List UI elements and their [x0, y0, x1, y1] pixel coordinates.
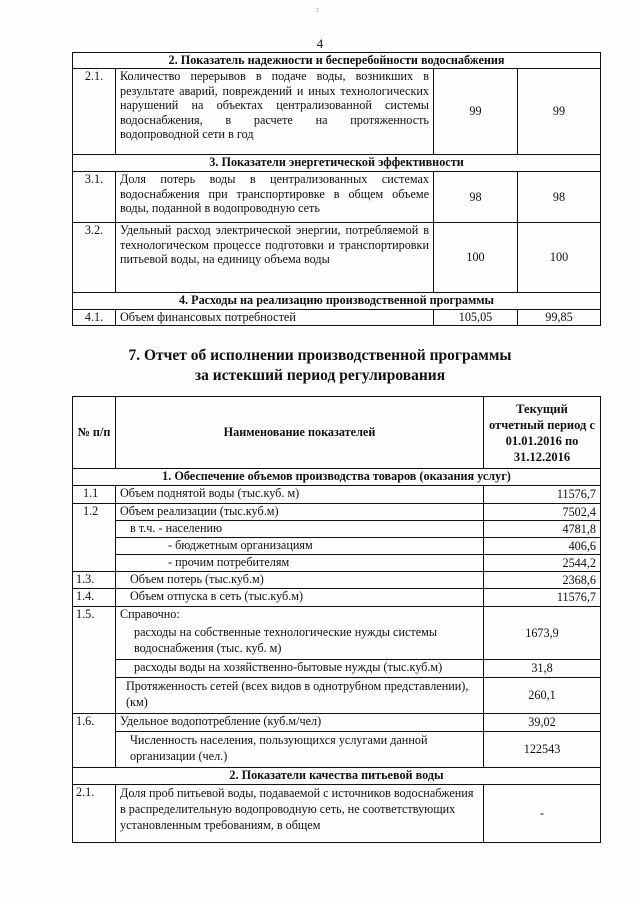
section-title: 1. Обеспечение объемов производства товаров (оказания услуг) — [73, 469, 601, 486]
header-period: Текущий отчетный период с 01.01.2016 по 31.12.2016 — [484, 397, 601, 469]
table-row — [73, 572, 601, 589]
section-row — [73, 293, 601, 310]
row-number: 3.1. — [73, 172, 116, 223]
table-row — [73, 310, 601, 326]
section-row — [73, 155, 601, 172]
row-text: Объем потерь (тыс.куб.м) — [116, 572, 484, 589]
row-value: - — [484, 785, 601, 843]
row-number: 1.4. — [73, 589, 116, 607]
table-row — [73, 785, 601, 843]
section-row — [73, 53, 601, 69]
row-value: 2544,2 — [484, 555, 601, 572]
row-value-2: 100 — [518, 223, 601, 293]
row-number: 2.1. — [73, 69, 116, 155]
row-value: 11576,7 — [484, 589, 601, 607]
row-text: Количество перерывов в подаче воды, возникших в результате аварий, повреждений и иных технологических нарушений на объектах централизованной системы водоснабжения, в расчете на протяженность водопроводной сети в год — [116, 69, 434, 155]
table-row — [73, 714, 601, 732]
header-num: № п/п — [73, 397, 116, 469]
table-row — [73, 538, 601, 555]
row-value: 4781,8 — [484, 521, 601, 538]
table-row — [73, 172, 601, 223]
row-subtitle: Справочно: — [120, 607, 180, 621]
row-text: расходы воды на хозяйственно-бытовые нужды (тыс.куб.м) — [116, 660, 484, 678]
row-value-2: 99,85 — [518, 310, 601, 326]
row-value: 1673,9 — [484, 607, 601, 660]
table-row — [73, 660, 601, 678]
row-value-2: 98 — [518, 172, 601, 223]
header-name: Наименование показателей — [116, 397, 484, 469]
table-row — [73, 607, 601, 660]
row-text: Доля потерь воды в централизованных системах водоснабжения при транспортировке в общем объеме воды, поданной в водопроводную сеть — [116, 172, 434, 223]
table-row — [73, 678, 601, 714]
row-number: 1.5. — [73, 607, 116, 714]
section7-title-line2: за истекший период регулирования — [194, 367, 446, 384]
row-value: 31,8 — [484, 660, 601, 678]
header-row — [73, 397, 601, 469]
row-text: Объем финансовых потребностей — [116, 310, 434, 326]
row-number: 4.1. — [73, 310, 116, 326]
row-value: 11576,7 — [484, 486, 601, 504]
row-value: 260,1 — [484, 678, 601, 714]
section7-title-line1: 7. Отчет об исполнении производственной программы — [128, 347, 512, 364]
table-row — [73, 732, 601, 768]
row-value-1: 99 — [434, 69, 518, 155]
row-text: Численность населения, пользующихся услугами данной организации (чел.) — [116, 732, 484, 768]
row-text: расходы на собственные технологические нужды системы водоснабжения (тыс. куб. м) — [134, 624, 438, 655]
row-value-1: 100 — [434, 223, 518, 293]
row-number: 1.6. — [73, 714, 116, 768]
table-row — [73, 69, 601, 155]
row-value: 122543 — [484, 732, 601, 768]
row-text: Объем отпуска в сеть (тыс.куб.м) — [116, 589, 484, 607]
section-title: 4. Расходы на реализацию производственной программы — [73, 293, 601, 310]
row-value: 39,02 — [484, 714, 601, 732]
row-text: - прочим потребителям — [116, 555, 484, 572]
row-text: Доля проб питьевой воды, подаваемой с источников водоснабжения в распределительную водопроводную сеть, не соответствующих установленным требованиям, в общем — [116, 785, 484, 843]
row-value: 406,6 — [484, 538, 601, 555]
section-row — [73, 768, 601, 785]
row-number: 1.1 — [73, 486, 116, 504]
page-number: 4 — [316, 36, 324, 51]
row-value-1: 98 — [434, 172, 518, 223]
row-number: 1.2 — [73, 504, 116, 572]
row-number: 2.1. — [73, 785, 116, 843]
row-text: в т.ч. - населению — [116, 521, 484, 538]
row-text: Удельное водопотребление (куб.м/чел) — [116, 714, 484, 732]
row-text: Объем реализации (тыс.куб.м) — [116, 504, 484, 521]
row-value: 2368,6 — [484, 572, 601, 589]
table-row — [73, 504, 601, 521]
section-row — [73, 469, 601, 486]
row-text: Протяженность сетей (всех видов в однотрубном представлении), (км) — [116, 678, 484, 714]
table-row — [73, 589, 601, 607]
row-number: 3.2. — [73, 223, 116, 293]
table-row — [73, 521, 601, 538]
row-text-block — [116, 607, 484, 660]
report-table — [72, 396, 601, 843]
row-value-2: 99 — [518, 69, 601, 155]
table-row — [73, 223, 601, 293]
table-row — [73, 486, 601, 504]
corner-mark: ² — [316, 6, 319, 16]
row-text: Объем поднятой воды (тыс.куб. м) — [116, 486, 484, 504]
table-row — [73, 555, 601, 572]
section-title: 2. Показатель надежности и бесперебойности водоснабжения — [73, 53, 601, 69]
row-number: 1.3. — [73, 572, 116, 589]
row-value-1: 105,05 — [434, 310, 518, 326]
row-value: 7502,4 — [484, 504, 601, 521]
indicators-table — [72, 52, 601, 326]
row-text: Удельный расход электрической энергии, потребляемой в технологическом процессе подготовки и транспортировки питьевой воды, на единицу объема воды — [116, 223, 434, 293]
row-text: - бюджетным организациям — [116, 538, 484, 555]
section-title: 2. Показатели качества питьевой воды — [73, 768, 601, 785]
section-title: 3. Показатели энергетической эффективности — [73, 155, 601, 172]
